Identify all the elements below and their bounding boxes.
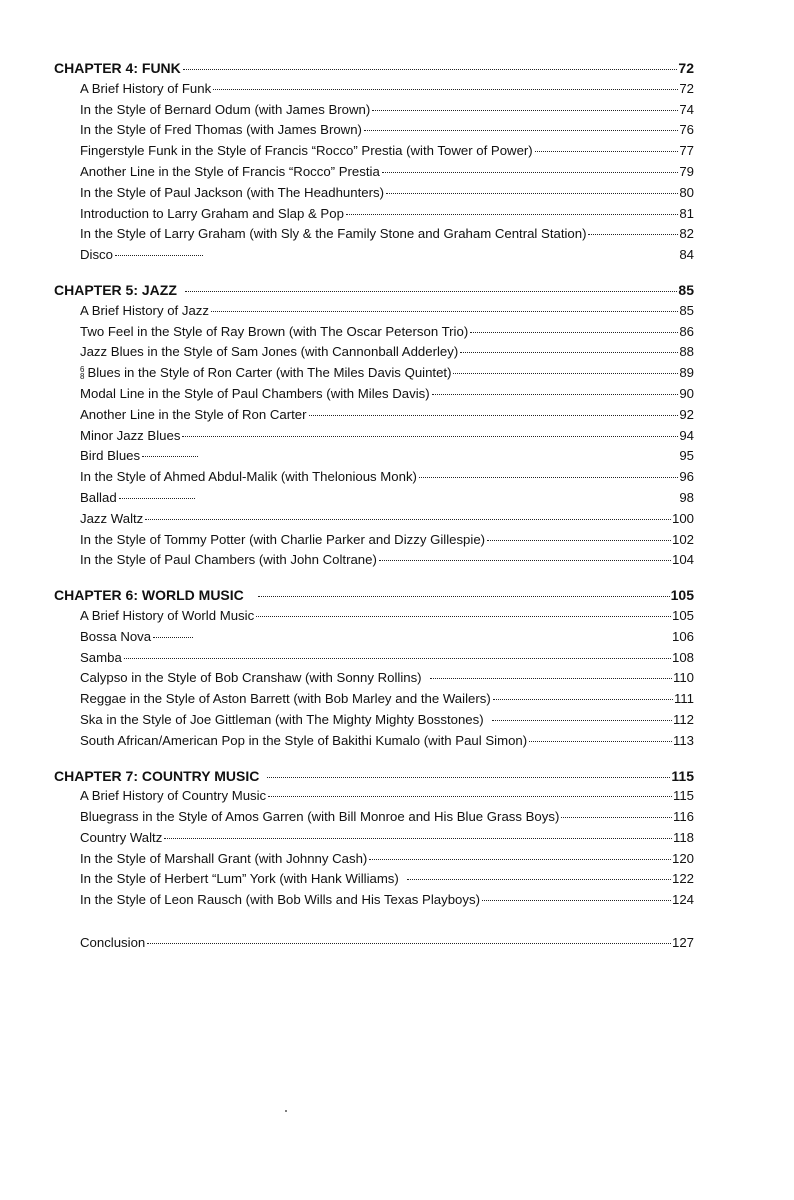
page-number: 100 bbox=[671, 510, 694, 526]
page-number: 90 bbox=[679, 385, 694, 401]
toc-entry bbox=[54, 627, 694, 648]
dot-leader bbox=[364, 130, 678, 131]
dot-leader bbox=[258, 596, 670, 597]
entry-title: Conclusion bbox=[80, 935, 146, 951]
page-number: 85 bbox=[678, 281, 694, 298]
dot-leader bbox=[115, 255, 203, 256]
toc-entry bbox=[54, 342, 694, 363]
entry-title: Another Line in the Style of Ron Carter bbox=[80, 406, 307, 422]
dot-leader bbox=[493, 699, 673, 700]
page-number: 95 bbox=[679, 448, 694, 464]
chapter-heading bbox=[54, 280, 694, 301]
dot-leader bbox=[561, 817, 672, 818]
toc-entry bbox=[54, 162, 694, 183]
dot-leader bbox=[256, 616, 671, 617]
dot-leader bbox=[372, 110, 678, 111]
dot-leader bbox=[153, 637, 193, 638]
dot-leader bbox=[145, 519, 671, 520]
toc-entry bbox=[54, 245, 694, 266]
toc-entry bbox=[54, 648, 694, 669]
dot-leader bbox=[142, 456, 198, 457]
entry-title: Another Line in the Style of Francis “Rocco” Prestia bbox=[80, 163, 380, 179]
entry-title: Minor Jazz Blues bbox=[80, 427, 181, 443]
page-number: 122 bbox=[671, 871, 694, 887]
chapter-title: CHAPTER 5: JAZZ bbox=[54, 281, 177, 298]
page-number: 77 bbox=[679, 143, 694, 159]
dot-leader bbox=[267, 777, 670, 778]
page-number: 118 bbox=[672, 829, 694, 845]
entry-title: Bird Blues bbox=[80, 448, 141, 464]
entry-title: In the Style of Leon Rausch (with Bob Wills and His Texas Playboys) bbox=[80, 892, 480, 908]
entry-title: Introduction to Larry Graham and Slap & Pop bbox=[80, 205, 344, 221]
toc-entry bbox=[54, 488, 694, 509]
page-number: 113 bbox=[672, 732, 694, 748]
dot-leader bbox=[482, 900, 671, 901]
dot-leader bbox=[124, 658, 671, 659]
dot-leader bbox=[183, 69, 678, 70]
dot-leader bbox=[419, 477, 678, 478]
page-number: 80 bbox=[679, 184, 694, 200]
toc-entry bbox=[54, 224, 694, 245]
entry-title: In the Style of Paul Jackson (with The Headhunters) bbox=[80, 184, 384, 200]
toc-entry bbox=[54, 828, 694, 849]
entry-title: In the Style of Larry Graham (with Sly & the Family Stone and Graham Central Station) bbox=[80, 226, 587, 242]
entry-title: In the Style of Herbert “Lum” York (with Hank Williams) bbox=[80, 871, 399, 887]
page-number: 89 bbox=[679, 365, 694, 381]
toc-entry bbox=[54, 446, 694, 467]
dot-leader bbox=[185, 291, 678, 292]
entry-title: In the Style of Fred Thomas (with James Brown) bbox=[80, 122, 362, 138]
dot-leader bbox=[164, 838, 672, 839]
entry-title: Bluegrass in the Style of Amos Garren (with Bill Monroe and His Blue Grass Boys) bbox=[80, 809, 560, 825]
page-number: 124 bbox=[671, 892, 694, 908]
page-number: 108 bbox=[671, 649, 694, 665]
entry-title: Calypso in the Style of Bob Cranshaw (with Sonny Rollins) bbox=[80, 670, 422, 686]
entry-title: South African/American Pop in the Style of Bakithi Kumalo (with Paul Simon) bbox=[80, 732, 528, 748]
page-number: 105 bbox=[671, 607, 694, 623]
chapter-6-section bbox=[54, 585, 694, 751]
page-number: 72 bbox=[679, 80, 694, 96]
entry-title: In the Style of Bernard Odum (with James Brown) bbox=[80, 101, 371, 117]
entry-title: Modal Line in the Style of Paul Chambers (with Miles Davis) bbox=[80, 385, 430, 401]
entry-title: Samba bbox=[80, 649, 122, 665]
entry-title: A Brief History of Funk bbox=[80, 80, 212, 96]
toc-entry bbox=[54, 363, 694, 384]
entry-title: Ska in the Style of Joe Gittleman (with The Mighty Mighty Bosstones) bbox=[80, 711, 484, 727]
dot-leader bbox=[119, 498, 195, 499]
page-number: 104 bbox=[671, 552, 694, 568]
page-number: 112 bbox=[672, 711, 694, 727]
entry-title: A Brief History of Country Music bbox=[80, 788, 267, 804]
toc-entry bbox=[54, 807, 694, 828]
entry-title: In the Style of Marshall Grant (with Johnny Cash) bbox=[80, 850, 368, 866]
page-number: 92 bbox=[679, 406, 694, 422]
page-number: 116 bbox=[672, 809, 694, 825]
dot-leader bbox=[309, 415, 679, 416]
dot-leader bbox=[453, 373, 678, 374]
toc-entry bbox=[54, 301, 694, 322]
dot-leader bbox=[386, 193, 678, 194]
dot-leader bbox=[211, 311, 678, 312]
chapter-heading bbox=[54, 766, 694, 787]
entry-title: A Brief History of World Music bbox=[80, 607, 255, 623]
page-number: 82 bbox=[679, 226, 694, 242]
toc-entry bbox=[54, 710, 694, 731]
toc-entry bbox=[54, 689, 694, 710]
scan-speck bbox=[285, 1110, 287, 1112]
toc-entry bbox=[54, 183, 694, 204]
entry-title: A Brief History of Jazz bbox=[80, 302, 209, 318]
chapter-title: CHAPTER 4: FUNK bbox=[54, 60, 181, 76]
entry-title: In the Style of Ahmed Abdul-Malik (with Thelonious Monk) bbox=[80, 469, 417, 485]
dot-leader bbox=[369, 859, 671, 860]
page-number: 88 bbox=[679, 344, 694, 360]
entry-title: Jazz Blues in the Style of Sam Jones (with Cannonball Adderley) bbox=[80, 344, 459, 360]
toc-entry bbox=[54, 322, 694, 343]
toc-entry bbox=[54, 509, 694, 530]
entry-title: Country Waltz bbox=[80, 829, 163, 845]
dot-leader bbox=[535, 151, 679, 152]
toc-entry bbox=[54, 405, 694, 426]
chapter-heading bbox=[54, 58, 694, 79]
page-number: 96 bbox=[679, 469, 694, 485]
page-number: 115 bbox=[671, 767, 694, 784]
toc-entry bbox=[54, 120, 694, 141]
page-number: 86 bbox=[679, 323, 694, 339]
entry-title: 6 8 Blues in the Style of Ron Carter (with The Miles Davis Quintet) bbox=[80, 364, 452, 381]
toc-entry bbox=[54, 467, 694, 488]
dot-leader bbox=[470, 332, 678, 333]
page-number: 74 bbox=[679, 101, 694, 117]
toc-entry bbox=[54, 426, 694, 447]
dot-leader bbox=[382, 172, 679, 173]
time-signature-6-8: 6 8 bbox=[80, 364, 85, 381]
page-number: 111 bbox=[673, 691, 694, 707]
entry-title: Jazz Waltz bbox=[80, 510, 144, 526]
dot-leader bbox=[529, 741, 672, 742]
chapter-heading bbox=[54, 585, 694, 606]
page-number: 85 bbox=[679, 302, 694, 318]
toc-entry bbox=[54, 100, 694, 121]
chapter-5-section bbox=[54, 280, 694, 571]
toc-entry bbox=[54, 849, 694, 870]
page-number: 106 bbox=[671, 628, 694, 644]
entry-title: Ballad bbox=[80, 489, 117, 505]
page-number: 120 bbox=[671, 850, 694, 866]
toc-entry bbox=[54, 530, 694, 551]
entry-title: Two Feel in the Style of Ray Brown (with The Oscar Peterson Trio) bbox=[80, 323, 469, 339]
entry-title: In the Style of Paul Chambers (with John Coltrane) bbox=[80, 552, 377, 568]
table-of-contents bbox=[54, 58, 694, 954]
page-number: 115 bbox=[672, 788, 694, 804]
page-number: 79 bbox=[679, 163, 694, 179]
page-number: 110 bbox=[672, 670, 694, 686]
chapter-title: CHAPTER 7: COUNTRY MUSIC bbox=[54, 767, 260, 784]
dot-leader bbox=[147, 943, 671, 944]
dot-leader bbox=[213, 89, 678, 90]
page-number: 81 bbox=[679, 205, 694, 221]
page-number: 84 bbox=[679, 247, 694, 263]
chapter-7-section bbox=[54, 766, 694, 912]
entry-title: Disco bbox=[80, 247, 113, 263]
chapter-4-section bbox=[54, 58, 694, 266]
dot-leader bbox=[432, 394, 679, 395]
dot-leader bbox=[487, 540, 671, 541]
page-number: 94 bbox=[679, 427, 694, 443]
entry-title: Reggae in the Style of Aston Barrett (with Bob Marley and the Wailers) bbox=[80, 691, 491, 707]
toc-entry bbox=[54, 786, 694, 807]
dot-leader bbox=[588, 234, 678, 235]
dot-leader bbox=[346, 214, 678, 215]
page-number: 102 bbox=[671, 531, 694, 547]
toc-entry bbox=[54, 79, 694, 100]
page-number: 72 bbox=[678, 60, 694, 76]
toc-entry bbox=[54, 550, 694, 571]
page-number: 105 bbox=[670, 587, 694, 604]
page-number: 98 bbox=[679, 489, 694, 505]
dot-leader bbox=[430, 678, 672, 679]
dot-leader bbox=[182, 436, 678, 437]
page-number: 127 bbox=[671, 935, 694, 951]
dot-leader bbox=[407, 879, 671, 880]
toc-entry bbox=[54, 668, 694, 689]
toc-entry bbox=[54, 384, 694, 405]
conclusion-entry bbox=[54, 933, 694, 954]
toc-entry bbox=[54, 869, 694, 890]
page-number: 76 bbox=[679, 122, 694, 138]
entry-title: Fingerstyle Funk in the Style of Francis “Rocco” Prestia (with Tower of Power) bbox=[80, 143, 533, 159]
dot-leader bbox=[379, 560, 671, 561]
dot-leader bbox=[460, 352, 678, 353]
dot-leader bbox=[492, 720, 672, 721]
toc-entry bbox=[54, 141, 694, 162]
toc-entry bbox=[54, 890, 694, 911]
entry-title: Bossa Nova bbox=[80, 628, 152, 644]
dot-leader bbox=[268, 796, 672, 797]
toc-entry bbox=[54, 606, 694, 627]
chapter-title: CHAPTER 6: WORLD MUSIC bbox=[54, 587, 244, 604]
entry-title: In the Style of Tommy Potter (with Charlie Parker and Dizzy Gillespie) bbox=[80, 531, 486, 547]
toc-entry bbox=[54, 731, 694, 752]
toc-entry bbox=[54, 204, 694, 225]
